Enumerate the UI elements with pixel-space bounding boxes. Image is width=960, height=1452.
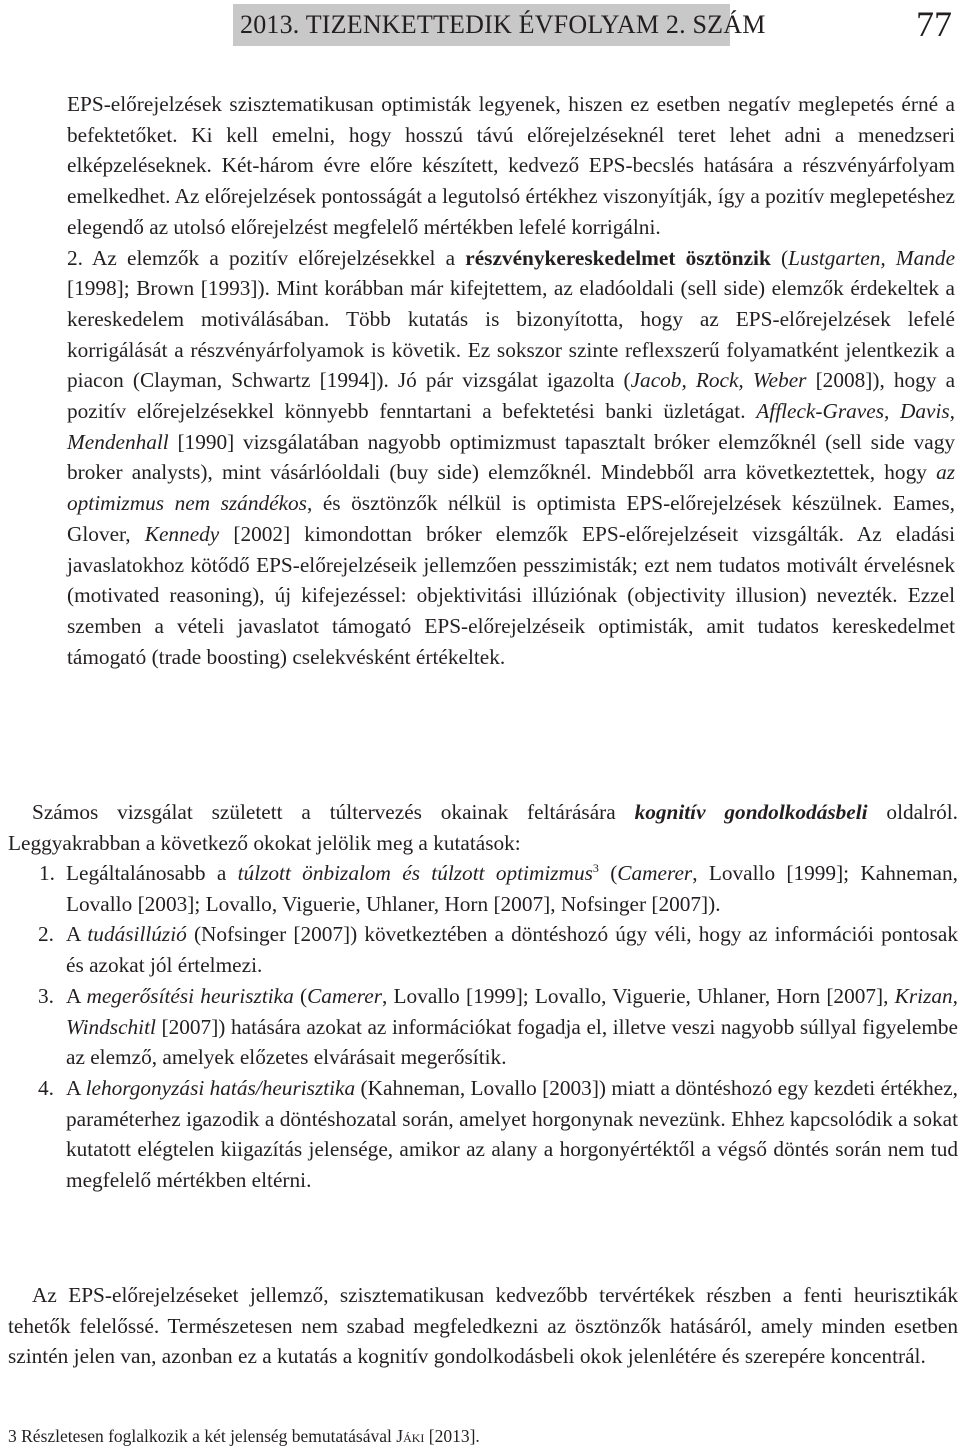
paragraph-text bbox=[8, 797, 958, 858]
text-run: Számos vizsgálat született a túltervezés okainak feltárására bbox=[32, 800, 616, 824]
text-run: , és ösztönzők nélkül is optimista EPS-előrejelzések készülnek. Eames, Glover, bbox=[67, 491, 955, 546]
italic-phrase: megerősítési heurisztika bbox=[86, 983, 294, 1008]
text-run: (Nofsinger [2007]) következtében a döntéshozó úgy véli, hogy az információi pontosak és azokat jól értelmezi. bbox=[66, 922, 958, 978]
list-item-4 bbox=[20, 1073, 958, 1196]
text-run: [1998]; Brown [1993]). Mint korábban már kifejtettem, az eladóoldali (sell side) elemzők érdekeltek a kereskedelem motiválásában. Több kutatás is bizonyította, hogy az EPS-előrejelzések lefelé korrigálását a részvényárfolyamok is követik. Ez sokszor szinte reflexszerű folyamatként jelentkezik a piacon (Clayman, Schwartz [1994]). Jó pár vizsgálat igazolta ( bbox=[67, 276, 955, 393]
citation: Kennedy bbox=[144, 521, 220, 546]
paragraph-cognitive-causes bbox=[8, 797, 958, 858]
numbered-list bbox=[20, 858, 958, 1196]
paragraph-conclusion bbox=[8, 1280, 958, 1372]
italic-phrase: túlzott önbizalom és túlzott optimizmus bbox=[237, 861, 593, 885]
list-number: 3. bbox=[38, 983, 54, 1008]
paragraph-continuation: EPS-előrejelzések szisztematikusan optimisták legyenek, hiszen ez esetben negatív meglepetés érné a befektetőket. Ki kell emelni, hogy hosszú távú előrejelzéseknél teret lehet adni a menedzseri elképzeléseknek. Két-három évre előre készített, kedvező EPS-becslés hatására a részvényárfolyam emelkedhet. Az előrejelzések pontosságát a legutolsó értékhez viszonyítják, így a pozitív meglepetéshez elegendő az utolsó előrejelzést megfelelő mértékben lefelé korrigálni. bbox=[67, 92, 955, 239]
italic-phrase: az optimizmus nem szándékos bbox=[67, 460, 955, 516]
citation: Jacob, Rock, Weber bbox=[630, 368, 807, 393]
text-run: A bbox=[66, 983, 81, 1008]
text-run: A bbox=[66, 922, 81, 947]
continued-list-block bbox=[67, 89, 955, 672]
list-item-3 bbox=[20, 981, 958, 1073]
text-run: A bbox=[66, 1075, 81, 1100]
citation: Camerer bbox=[307, 983, 383, 1008]
citation: Affleck-Graves, Davis, Mendenhall bbox=[67, 399, 956, 454]
text-run: oldalról. Leggyakrabban a következő okokat jelölik meg a kutatások: bbox=[8, 800, 958, 855]
citation: Krizan, Windschitl bbox=[66, 983, 958, 1039]
text-run: , Lovallo [1999]; Lovallo, Viguerie, Uhlaner, Horn [2007], bbox=[382, 983, 889, 1008]
italic-phrase: tudásillúzió bbox=[87, 922, 187, 947]
text-run: ( bbox=[299, 983, 308, 1008]
list-number: 1. bbox=[39, 861, 55, 885]
text-run: ( bbox=[780, 245, 789, 270]
text-run: [2013]. bbox=[428, 1426, 480, 1446]
citation: Camerer bbox=[617, 861, 693, 885]
text-run: Részletesen foglalkozik a két jelenség bemutatásával bbox=[21, 1426, 392, 1446]
bold-italic-phrase: kognitív gondolkodásbeli bbox=[634, 800, 868, 824]
list-number: 2. bbox=[67, 245, 83, 270]
text-run: [2008]), hogy a pozitív előrejelzésekkel könnyebb fenntartani a befektetési banki üzletágat. bbox=[67, 368, 956, 424]
citation-author: Jáki bbox=[396, 1426, 425, 1446]
text-run: , Lovallo [1999]; Kahneman, Lovallo [2003]; Lovallo, Viguerie, Uhlaner, Horn [2007], Nofsinger [2007]). bbox=[66, 861, 958, 916]
running-header-title: 2013. TIZENKETTEDIK ÉVFOLYAM 2. SZÁM bbox=[240, 10, 766, 39]
text-run: [1990] vizsgálatában nagyobb optimizmust tapasztalt bróker elemzőknél (sell side vagy broker analysts), mint vásárlóoldali (buy side) elemzőknél. Mindebből arra következtettek, hogy bbox=[67, 429, 955, 485]
footnote bbox=[8, 1424, 480, 1448]
page-number: 77 bbox=[916, 4, 952, 44]
text-run: (Kahneman, Lovallo [2003]) miatt a döntéshozó egy kezdeti értékhez, paraméterhez igazodik a döntéshozatal során, amelyet horgonynak nevezünk. Ehhez kapcsolódik a sokat kutatott elégtelen kiigazítás jelensége, amikor az alany a horgonyértéktől a végső döntés során nem tud megfelelő mértékben eltérni. bbox=[66, 1075, 959, 1193]
text-run: Az elemzők a pozitív előrejelzésekkel a bbox=[92, 245, 456, 270]
list-item-2-incentives bbox=[67, 243, 955, 673]
paragraph-text: Az EPS-előrejelzéseket jellemző, szisztematikusan kedvezőbb tervértékek részben a fenti heurisztikák tehetők felelőssé. Természetesen nem szabad megfeledkezni az ösztönzők hatásáról, amely minden esetben szintén jelen van, azonban ez a kutatás a kognitív gondolkodásbeli okok jelenlétére és szerepére koncentrál. bbox=[8, 1283, 958, 1369]
list-number: 2. bbox=[38, 922, 54, 947]
footnote-number: 3 bbox=[8, 1426, 17, 1446]
list-number: 4. bbox=[38, 1075, 54, 1100]
text-run: Legáltalánosabb a bbox=[66, 861, 227, 885]
citation: Lustgarten, Mande bbox=[788, 245, 956, 270]
text-run: ( bbox=[610, 861, 618, 885]
list-item-1 bbox=[20, 858, 958, 919]
text-run: [2002] kimondottan bróker elemzők EPS-előrejelzéseit vizsgálták. Az eladási javaslatokhoz kötődő EPS-előrejelzéseik jellemzően pesszimisták; ezt nem tudatos motivált érvelésnek (motivated reasoning), új kifejezéssel: objektivitási illúziónak (objectivity illusion) nevezték. Ezzel szemben a vételi javaslatot támogató EPS-előrejelzéseik optimisták, amit tudatos kereskedelmet támogató (trade boosting) cselekvésként értékeltek. bbox=[67, 521, 955, 669]
italic-phrase: lehorgonyzási hatás/heurisztika bbox=[85, 1075, 356, 1100]
footnote-ref: 3 bbox=[592, 861, 599, 875]
bold-phrase: részvénykereskedelmet ösztönzik bbox=[465, 245, 771, 270]
list-item-2 bbox=[20, 919, 958, 980]
text-run: [2007]) hatására azokat az információkat fogadja el, illetve veszi nagyobb súllyal figyelembe az elemző, amelyek előzetes elvárásait megerősítik. bbox=[66, 1014, 958, 1070]
